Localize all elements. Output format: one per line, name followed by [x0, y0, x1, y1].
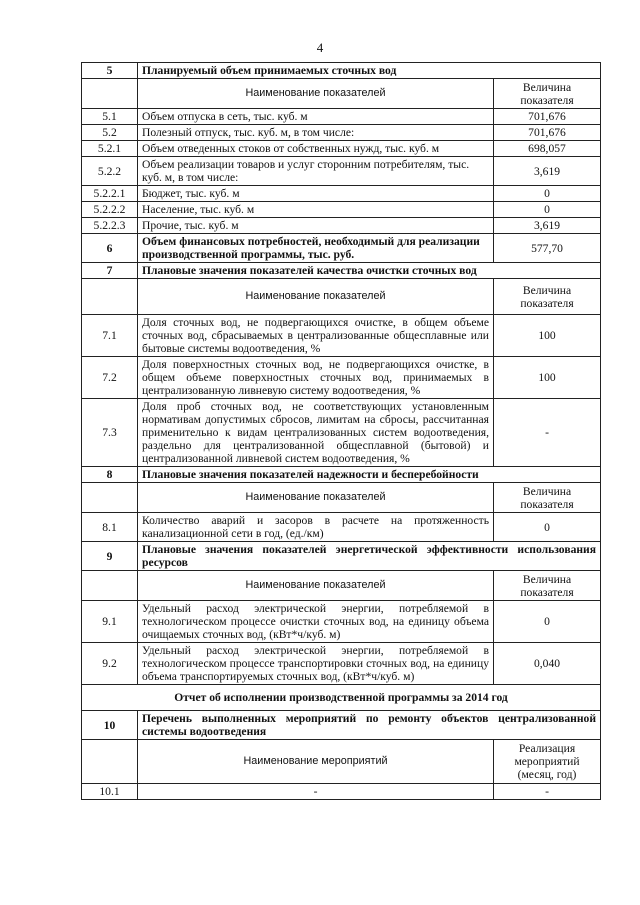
section-number: 6 — [82, 234, 138, 263]
section-8-title-row — [82, 467, 601, 483]
section-5-title-row — [82, 63, 601, 79]
table-row — [82, 315, 601, 357]
row-value: 701,676 — [494, 125, 601, 141]
row-name: Объем отведенных стоков от собственных нужд, тыс. куб. м — [138, 141, 494, 157]
table-row — [82, 643, 601, 685]
report-title-row — [82, 685, 601, 711]
table-row — [82, 399, 601, 467]
section-10-title-row — [82, 711, 601, 740]
table-row — [82, 357, 601, 399]
row-number: 5.2.2.3 — [82, 218, 138, 234]
row-value: 0 — [494, 186, 601, 202]
row-number: 7.3 — [82, 399, 138, 467]
section-number: 7 — [82, 263, 138, 279]
row-value: 100 — [494, 315, 601, 357]
row-number: 5.2 — [82, 125, 138, 141]
row-number: 5.2.2.2 — [82, 202, 138, 218]
section-9-title-row — [82, 542, 601, 571]
section-title: Плановые значения показателей энергетической эффективности использования ресурсов — [138, 542, 601, 571]
section-number: 9 — [82, 542, 138, 571]
empty-cell — [82, 740, 138, 784]
column-header-name: Наименование показателей — [138, 571, 494, 601]
row-name: Удельный расход электрической энергии, потребляемой в технологическом процессе транспортировки сточных вод, на единицу объема транспортируемых сточных вод, (кВт*ч/куб. м) — [138, 643, 494, 685]
section-title: Плановые значения показателей качества очистки сточных вод — [138, 263, 601, 279]
column-header-value: Величина показателя — [494, 79, 601, 109]
section-5-header-row — [82, 79, 601, 109]
row-value: 577,70 — [494, 234, 601, 263]
report-title: Отчет об исполнении производственной программы за 2014 год — [82, 685, 601, 711]
row-name: Бюджет, тыс. куб. м — [138, 186, 494, 202]
section-title: Объем финансовых потребностей, необходимый для реализации производственной программы, тыс. руб. — [138, 234, 494, 263]
section-title: Плановые значения показателей надежности и бесперебойности — [138, 467, 601, 483]
section-title: Планируемый объем принимаемых сточных вод — [138, 63, 601, 79]
row-number: 5.1 — [82, 109, 138, 125]
empty-cell — [82, 279, 138, 315]
row-name: Количество аварий и засоров в расчете на протяженность канализационной сети в год, (ед./км) — [138, 513, 494, 542]
table-row — [82, 109, 601, 125]
row-name: Доля сточных вод, не подвергающихся очистке, в общем объеме сточных вод, сбрасываемых в централизованные общесплавные или бытовые системы водоотведения, % — [138, 315, 494, 357]
row-name: Прочие, тыс. куб. м — [138, 218, 494, 234]
row-name: - — [138, 784, 494, 800]
section-7-title-row — [82, 263, 601, 279]
section-number: 10 — [82, 711, 138, 740]
row-value: - — [494, 784, 601, 800]
column-header-name: Наименование показателей — [138, 483, 494, 513]
row-value: 0,040 — [494, 643, 601, 685]
column-header-name: Наименование показателей — [138, 79, 494, 109]
row-value: 701,676 — [494, 109, 601, 125]
row-number: 8.1 — [82, 513, 138, 542]
row-value: 0 — [494, 513, 601, 542]
row-number: 10.1 — [82, 784, 138, 800]
row-number: 5.2.2 — [82, 157, 138, 186]
column-header-name: Наименование показателей — [138, 279, 494, 315]
row-value: - — [494, 399, 601, 467]
section-number: 8 — [82, 467, 138, 483]
section-7-header-row — [82, 279, 601, 315]
row-name: Объем реализации товаров и услуг сторонним потребителям, тыс. куб. м, в том числе: — [138, 157, 494, 186]
column-header-value: Реализация мероприятий (месяц, год) — [494, 740, 601, 784]
empty-cell — [82, 79, 138, 109]
table-row — [82, 202, 601, 218]
section-8-header-row — [82, 483, 601, 513]
section-title: Перечень выполненных мероприятий по ремонту объектов централизованной системы водоотведения — [138, 711, 601, 740]
section-number: 5 — [82, 63, 138, 79]
row-name: Объем отпуска в сеть, тыс. куб. м — [138, 109, 494, 125]
row-name: Удельный расход электрической энергии, потребляемой в технологическом процессе очистки сточных вод, на единицу объема очищаемых сточных вод, (кВт*ч/куб. м) — [138, 601, 494, 643]
table-row — [82, 186, 601, 202]
section-9-header-row — [82, 571, 601, 601]
empty-cell — [82, 483, 138, 513]
row-name: Доля поверхностных сточных вод, не подвергающихся очистке, в общем объеме поверхностных сточных вод, принимаемых в централизованную ливневую систему водоотведения, % — [138, 357, 494, 399]
empty-cell — [82, 571, 138, 601]
row-number: 5.2.1 — [82, 141, 138, 157]
table-row — [82, 125, 601, 141]
row-number: 5.2.2.1 — [82, 186, 138, 202]
section-10-header-row — [82, 740, 601, 784]
table-row — [82, 601, 601, 643]
column-header-value: Величина показателя — [494, 279, 601, 315]
row-value: 698,057 — [494, 141, 601, 157]
row-value: 0 — [494, 202, 601, 218]
row-value: 3,619 — [494, 157, 601, 186]
row-number: 9.2 — [82, 643, 138, 685]
page-number: 4 — [316, 40, 324, 55]
table-row — [82, 141, 601, 157]
table-row — [82, 513, 601, 542]
row-name: Население, тыс. куб. м — [138, 202, 494, 218]
row-name: Доля проб сточных вод, не соответствующих установленным нормативам допустимых сбросов, лимитам на сбросы, рассчитанная применительно к видам централизованных систем водоотведения, раздельно для централизованной общесплавной (бытовой) и централизованной ливневой систем водоотведения, % — [138, 399, 494, 467]
section-6-row — [82, 234, 601, 263]
row-number: 9.1 — [82, 601, 138, 643]
row-value: 100 — [494, 357, 601, 399]
row-name: Полезный отпуск, тыс. куб. м, в том числе: — [138, 125, 494, 141]
table-row — [82, 218, 601, 234]
column-header-value: Величина показателя — [494, 483, 601, 513]
production-program-table — [81, 62, 601, 800]
table-row — [82, 784, 601, 800]
row-number: 7.2 — [82, 357, 138, 399]
column-header-value: Величина показателя — [494, 571, 601, 601]
row-number: 7.1 — [82, 315, 138, 357]
column-header-name: Наименование мероприятий — [138, 740, 494, 784]
table-row — [82, 157, 601, 186]
row-value: 0 — [494, 601, 601, 643]
row-value: 3,619 — [494, 218, 601, 234]
